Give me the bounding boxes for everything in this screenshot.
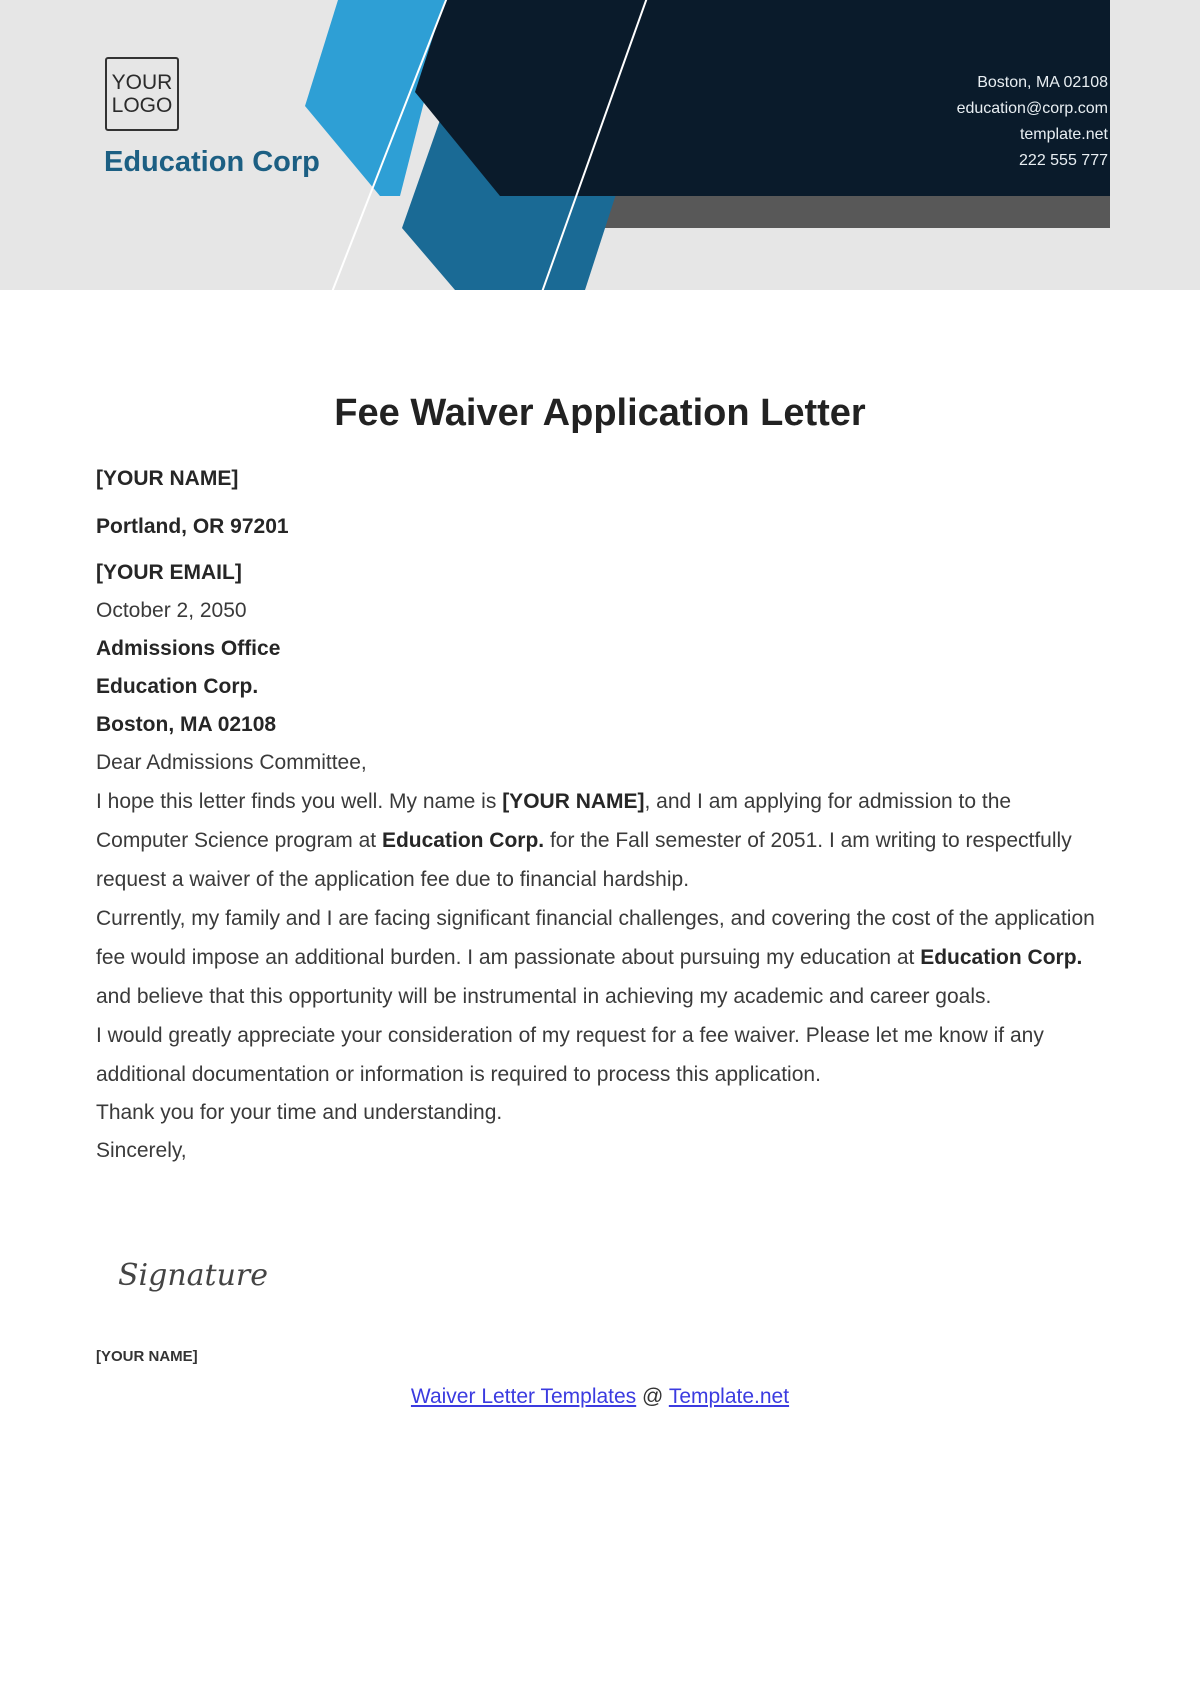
- footer-separator: @: [642, 1385, 664, 1408]
- letterhead: [0, 0, 1200, 290]
- recipient-office: Admissions Office: [96, 637, 281, 660]
- closing: Sincerely,: [96, 1139, 187, 1162]
- paragraph-1: I hope this letter finds you well. My name is [YOUR NAME], and I am applying for admission to the Computer Science program at Education Corp. for the Fall semester of 2051. I am writing to respectfully request a waiver of the application fee due to financial hardship.: [96, 790, 1072, 891]
- signature: Signature: [118, 1258, 269, 1293]
- recipient-city: Boston, MA 02108: [96, 713, 277, 736]
- paragraph-3: I would greatly appreciate your consideration of my request for a fee waiver. Please let me know if any additional documentation or information is required to process this application.: [96, 1024, 1044, 1086]
- sender-city: Portland, OR 97201: [96, 515, 289, 538]
- letter-title: Fee Waiver Application Letter: [334, 392, 866, 434]
- letter-body: [96, 460, 1106, 1170]
- gray-bar: [540, 196, 1110, 228]
- template-net-link[interactable]: Template.net: [668, 1385, 790, 1408]
- signer-name: [YOUR NAME]: [96, 1348, 198, 1365]
- footer: [0, 1385, 1200, 1409]
- contact-email: education@corp.com: [956, 100, 1108, 117]
- contact-phone: 222 555 777: [1019, 152, 1108, 169]
- sender-name: [YOUR NAME]: [96, 467, 239, 490]
- sender-email: [YOUR EMAIL]: [96, 561, 242, 584]
- salutation: Dear Admissions Committee,: [96, 751, 367, 774]
- contact-block: [957, 70, 1108, 174]
- logo-text: YOUR LOGO: [111, 71, 173, 117]
- letter-date: October 2, 2050: [96, 599, 247, 622]
- waiver-templates-link[interactable]: Waiver Letter Templates: [410, 1385, 637, 1408]
- paragraph-4: Thank you for your time and understanding.: [96, 1101, 503, 1124]
- contact-website: template.net: [1019, 126, 1108, 143]
- paragraph-2: Currently, my family and I are facing significant financial challenges, and covering the cost of the application fee would impose an additional burden. I am passionate about pursuing my education at Education Corp. and believe that this opportunity will be instrumental in achieving my academic and career goals.: [96, 907, 1095, 1008]
- logo-placeholder: [105, 57, 179, 131]
- company-name: Education Corp: [104, 146, 320, 178]
- recipient-org: Education Corp.: [96, 675, 259, 698]
- contact-address: Boston, MA 02108: [977, 74, 1108, 91]
